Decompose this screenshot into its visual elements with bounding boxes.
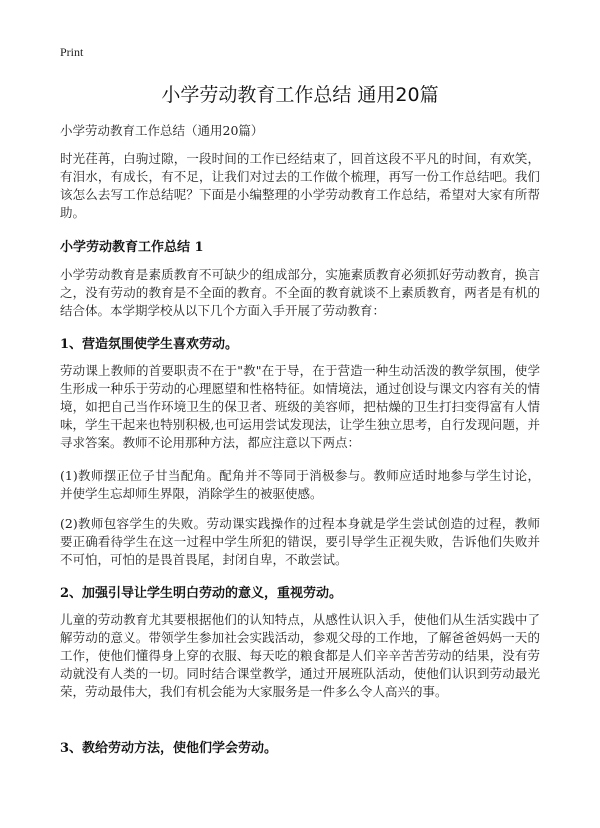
section-intro-paragraph: 小学劳动教育是素质教育不可缺少的组成部分，实施素质教育必须抓好劳动教育，换言之，没有劳动的教育是不全面的教育。不全面的教育就谈不上素质教育，两者是有机的结合体。本学期学校从以下几个方面入手开展了劳动教育： xyxy=(60,267,540,318)
document-title: 小学劳动教育工作总结 通用20篇 xyxy=(161,84,439,106)
point-1-sub-2: (2)教师包容学生的失败。劳动课实践操作的过程本身就是学生尝试创造的过程，教师要正确看待学生在这一过程中学生所犯的错误，要引导学生正视失败，告诉他们失败并不可怕，可怕的是畏首畏尾，封闭自卑，不敢尝试。 xyxy=(60,516,540,567)
document-subtitle: 小学劳动教育工作总结（通用20篇） xyxy=(60,123,264,138)
intro-paragraph: 时光荏苒，白驹过隙，一段时间的工作已经结束了，回首这段不平凡的时间，有欢笑，有泪水，有成长，有不足，让我们对过去的工作做个梳理，再写一份工作总结吧。我们该怎么去写工作总结呢？下面是小编整理的小学劳动教育工作总结，希望对大家有所帮助。 xyxy=(60,151,540,220)
point-1-heading: 1、营造氛围使学生喜欢劳动。 xyxy=(60,337,239,352)
section-heading: 小学劳动教育工作总结 1 xyxy=(60,240,204,255)
point-1-sub-1: (1)教师摆正位子甘当配角。配角并不等同于消极参与。教师应适时地参与学生讨论，并使学生忘却师生界限，消除学生的被驱使感。 xyxy=(60,468,540,501)
point-3-heading: 3、教给劳动方法，使他们学会劳动。 xyxy=(60,741,278,756)
point-2-heading: 2、加强引导让学生明白劳动的意义，重视劳动。 xyxy=(60,586,343,601)
point-1-body: 劳动课上教师的首要职责不在于"教"在于导，在于营造一种生动活泼的教学氛围，使学生形成一种乐于劳动的心理愿望和性格特征。如情境法，通过创设与课文内容有关的情境，如把自己当作环境卫生的保卫者、班级的美容师，把枯燥的卫生打扫变得富有人情味，学生干起来也特别积极,也可运用尝试发现法，让学生独立思考，自行发现问题，并寻求答案。教师不论用那种方法，都应注意以下两点： xyxy=(60,363,540,450)
print-link[interactable]: Print xyxy=(60,45,84,59)
point-2-body: 儿童的劳动教育尤其要根据他们的认知特点，从感性认识入手，使他们从生活实践中了解劳动的意义。带领学生参加社会实践活动，参观父母的工作地，了解爸爸妈妈一天的工作，使他们懂得身上穿的衣服、每天吃的粮食都是人们辛辛苦苦劳动的结果，没有劳动就没有人类的一切。同时结合课堂教学，通过开展班队活动，使他们认识到劳动最光荣，劳动最伟大，我们有机会能为大家服务是一件多么令人高兴的事。 xyxy=(60,612,540,699)
